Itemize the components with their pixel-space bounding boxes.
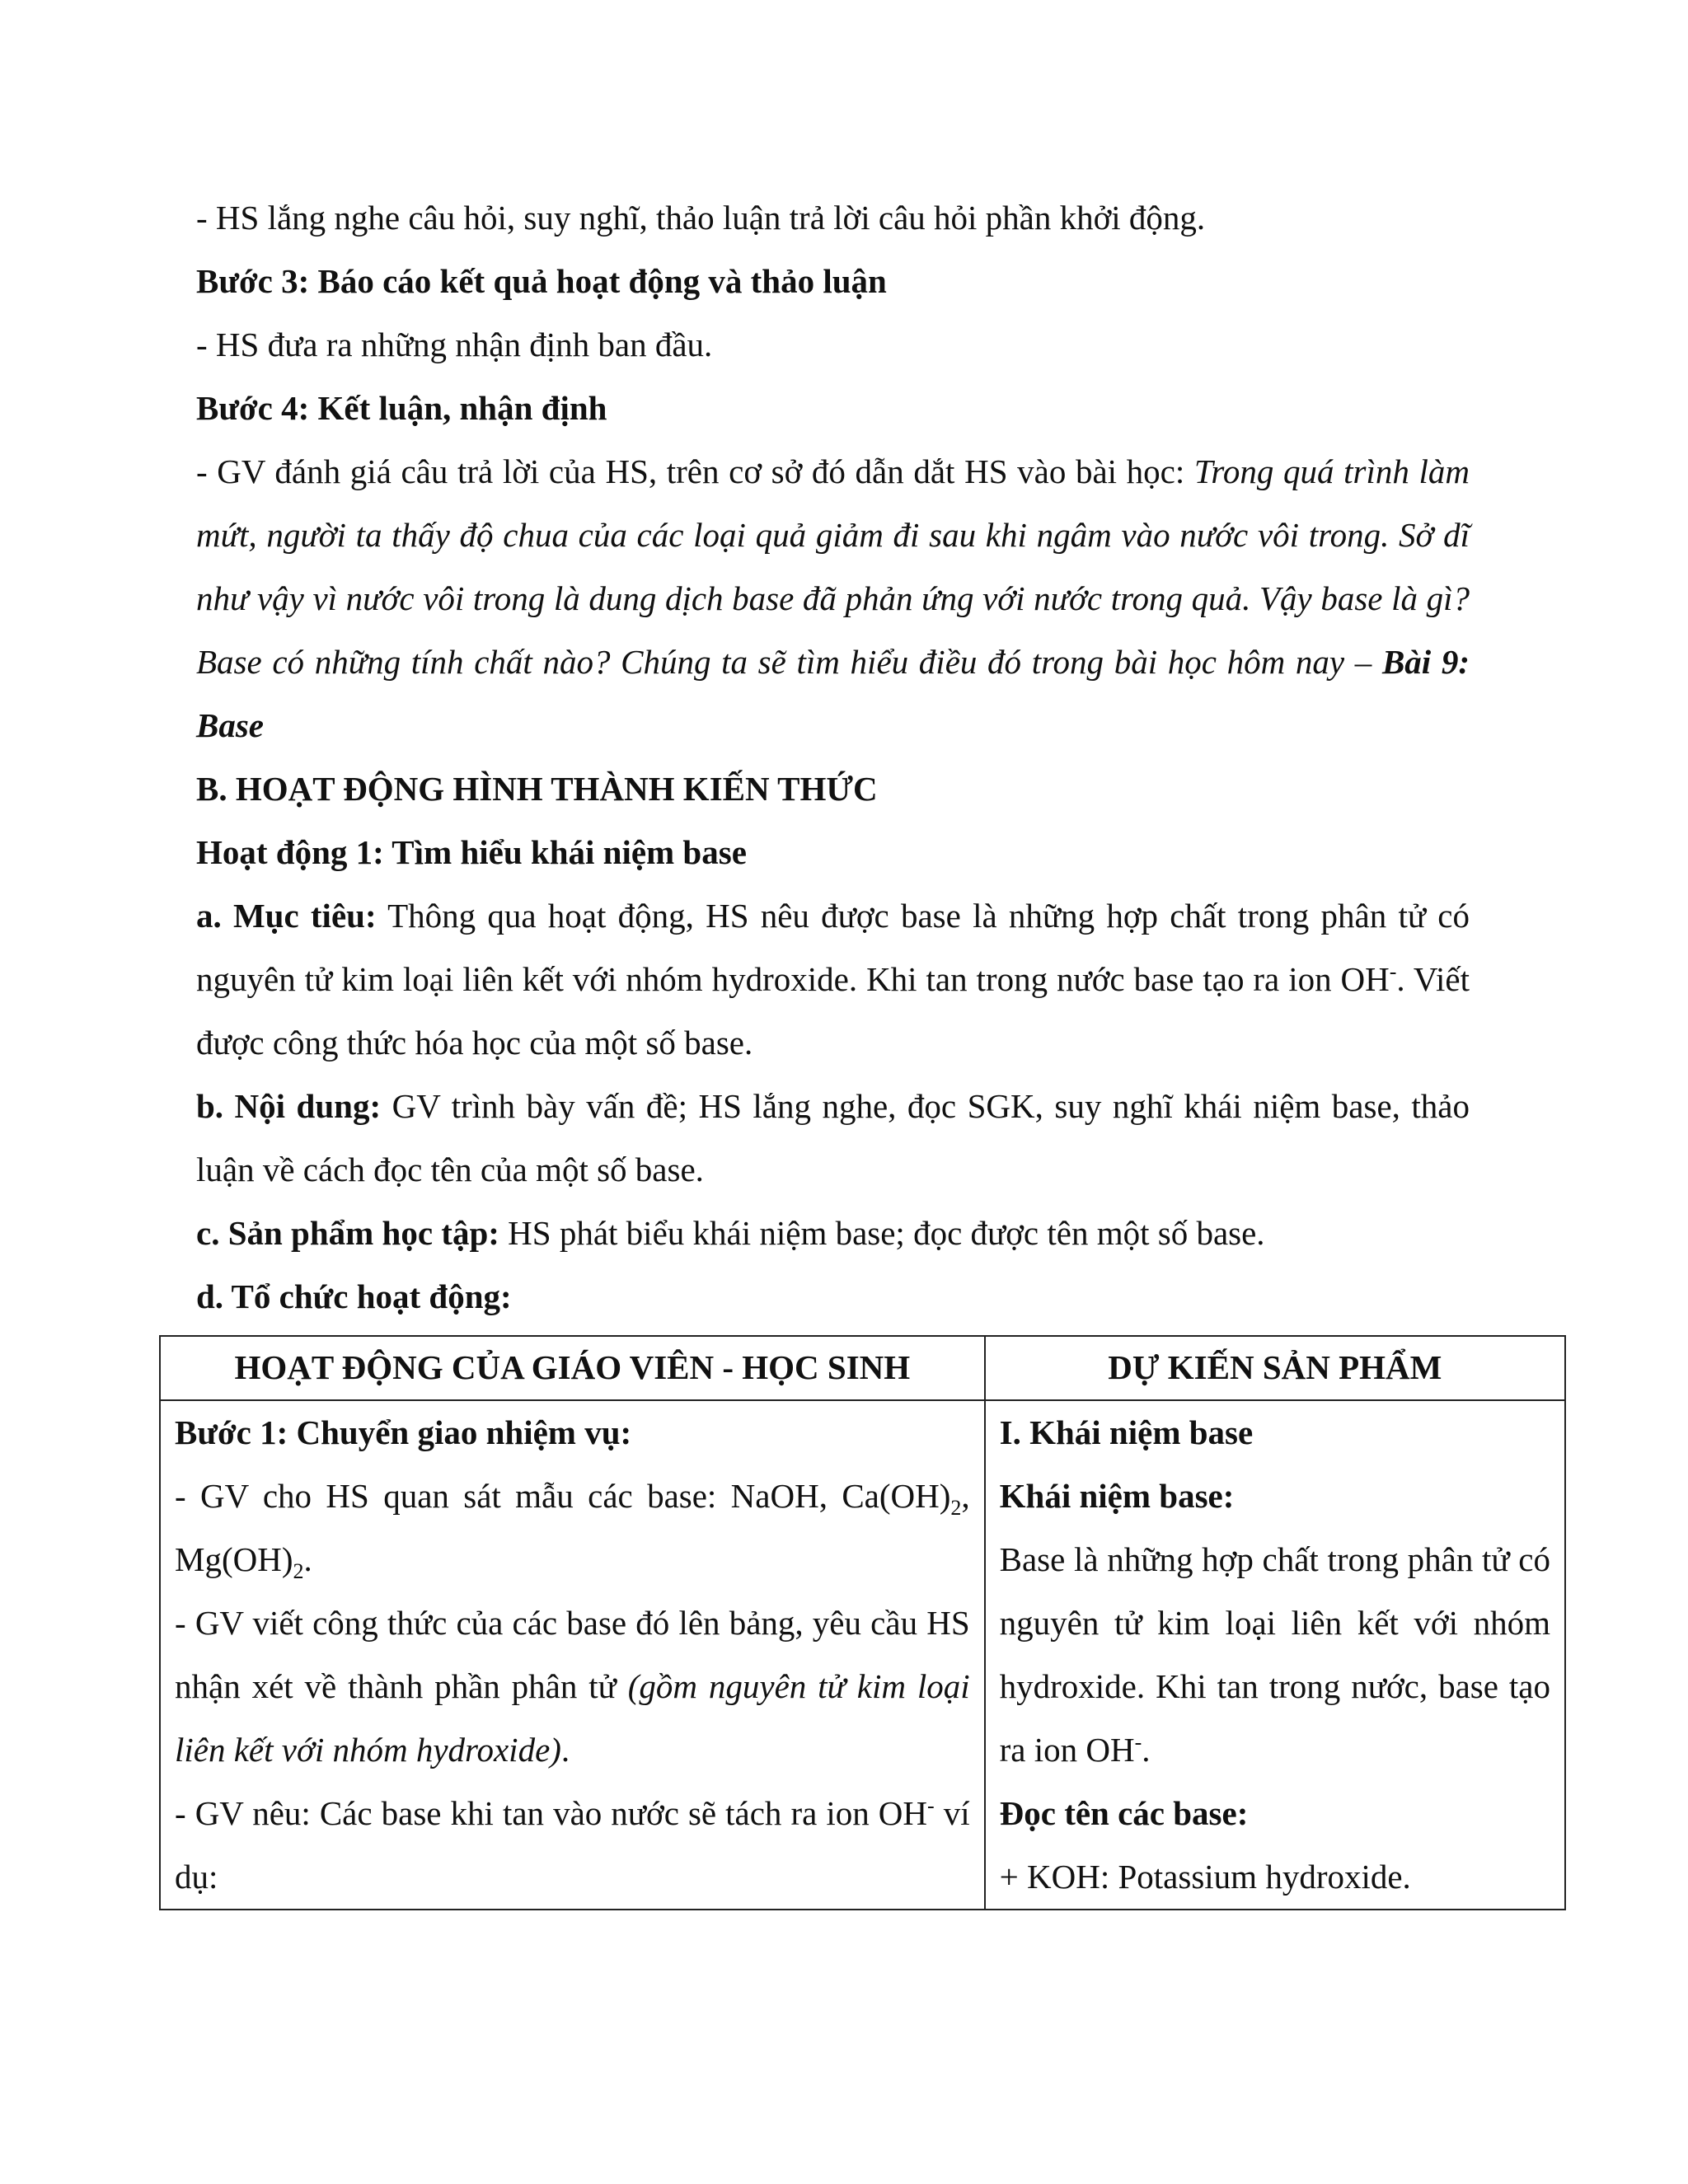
- table-header-teacher-student: HOẠT ĐỘNG CỦA GIÁO VIÊN - HỌC SINH: [160, 1336, 985, 1400]
- cell-text: - GV nêu: Các base khi tan vào nước sẽ tách ra ion OH- ví dụ:: [175, 1793, 970, 1896]
- teacher-student-cell: [160, 1400, 985, 1910]
- objective-paragraph: a. Mục tiêu: Thông qua hoạt động, HS nêu được base là những hợp chất trong phân tử có nguyên tử kim loại liên kết với nhóm hydroxide. Khi tan trong nước base tạo ra ion OH-. Viết được công thức hóa học của một số base.: [196, 897, 1470, 1062]
- concept-label: Khái niệm base:: [999, 1477, 1235, 1515]
- organization-heading: d. Tổ chức hoạt động:: [196, 1277, 512, 1315]
- section-b-heading: B. HOẠT ĐỘNG HÌNH THÀNH KIẾN THỨC: [196, 770, 878, 808]
- intro-paragraph: - GV đánh giá câu trả lời của HS, trên cơ sở đó dẫn dắt HS vào bài học: Trong quá trình làm mứt, người ta thấy độ chua của các loại quả giảm đi sau khi ngâm vào nước vôi trong. Sở dĩ như vậy vì nước vôi trong là dung dịch base đã phản ứng với nước trong quả. Vậy base là gì? Base có những tính chất nào? Chúng ta sẽ tìm hiểu điều đó trong bài học hôm nay – Bài 9: Base: [196, 452, 1470, 744]
- cell-text: - GV viết công thức của các base đó lên bảng, yêu cầu HS nhận xét về thành phần phân tử (gồm nguyên tử kim loại liên kết với nhóm hydroxide).: [175, 1604, 970, 1769]
- text-line: - HS lắng nghe câu hỏi, suy nghĩ, thảo luận trả lời câu hỏi phần khởi động.: [196, 199, 1206, 237]
- document-body: [196, 186, 1470, 1329]
- table-header-row: [160, 1336, 1565, 1400]
- activity-1-heading: Hoạt động 1: Tìm hiểu khái niệm base: [196, 833, 747, 871]
- table-header-expected-product: DỰ KIẾN SẢN PHẨM: [985, 1336, 1565, 1400]
- step-1-heading: Bước 1: Chuyển giao nhiệm vụ:: [175, 1413, 632, 1451]
- step-4-heading: Bước 4: Kết luận, nhận định: [196, 389, 607, 427]
- text-line: - HS đưa ra những nhận định ban đầu.: [196, 326, 713, 363]
- product-paragraph: c. Sản phẩm học tập: HS phát biểu khái niệm base; đọc được tên một số base.: [196, 1214, 1265, 1252]
- expected-product-cell: [985, 1400, 1565, 1910]
- table-row: [160, 1400, 1565, 1910]
- activity-table: [159, 1335, 1566, 1910]
- base-concept-title: I. Khái niệm base: [999, 1413, 1254, 1451]
- koh-name: + KOH: Potassium hydroxide.: [999, 1858, 1411, 1896]
- step-3-heading: Bước 3: Báo cáo kết quả hoạt động và thảo luận: [196, 262, 887, 300]
- base-definition: Base là những hợp chất trong phân tử có nguyên tử kim loại liên kết với nhóm hydroxide. Khi tan trong nước, base tạo ra ion OH-.: [999, 1540, 1550, 1769]
- content-paragraph: b. Nội dung: GV trình bày vấn đề; HS lắng nghe, đọc SGK, suy nghĩ khái niệm base, thảo luận về cách đọc tên của một số base.: [196, 1087, 1470, 1188]
- naming-label: Đọc tên các base:: [999, 1794, 1249, 1832]
- cell-text: - GV cho HS quan sát mẫu các base: NaOH, $Ca(OH)_2$, $Mg(OH)_2$.: [175, 1477, 970, 1584]
